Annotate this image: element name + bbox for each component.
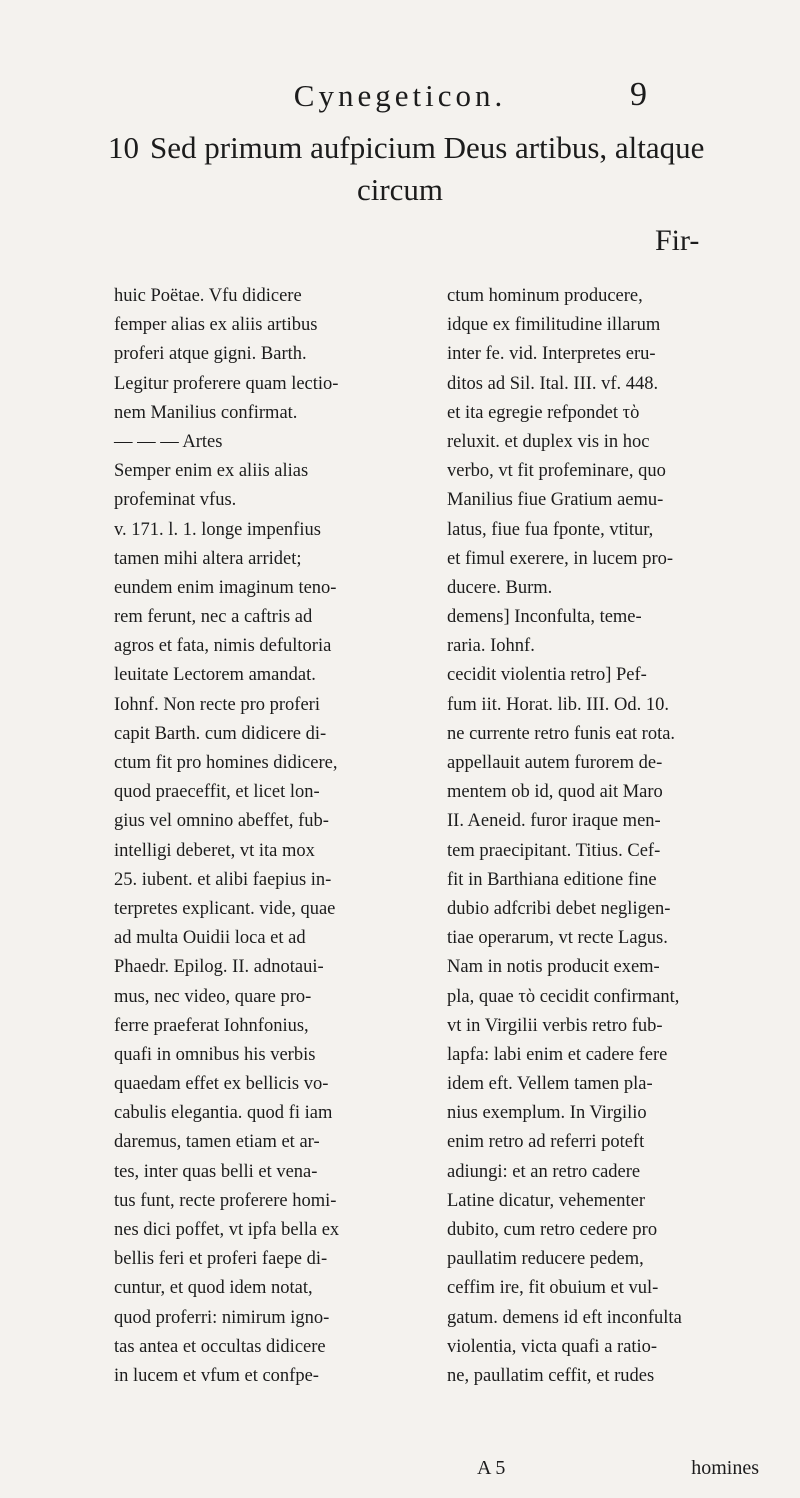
commentary-line: II. Aeneid. furor iraque men-	[447, 811, 661, 832]
commentary-line: Legitur proferere quam lectio-	[114, 373, 339, 394]
commentary-left-column	[114, 282, 426, 1391]
commentary-line: tas antea et occultas didicere	[114, 1336, 326, 1357]
commentary-line: tiae operarum, vt recte Lagus.	[447, 928, 668, 949]
commentary-line: Nam in notis producit exem-	[447, 957, 660, 978]
commentary-line: demens] Inconfulta, teme-	[447, 607, 642, 628]
commentary-line: enim retro ad referri poteft	[447, 1132, 645, 1153]
commentary-line: capit Barth. cum didicere di-	[114, 723, 327, 744]
commentary-line: quafi in omnibus his verbis	[114, 1044, 316, 1065]
commentary-line: rem ferunt, nec a caftris ad	[114, 607, 313, 628]
commentary-line: gius vel omnino abeffet, fub-	[114, 811, 329, 832]
page-number: 9	[630, 76, 647, 113]
commentary-line: daremus, tamen etiam et ar-	[114, 1132, 320, 1153]
signature-mark: A 5	[477, 1457, 506, 1479]
commentary-line: ditos ad Sil. Ital. III. vf. 448.	[447, 373, 659, 394]
verse-text: Sed primum aufpicium Deus artibus, altaque	[150, 130, 705, 165]
commentary-line: v. 171. l. 1. longe impenfius	[114, 519, 321, 540]
commentary-line: adiungi: et an retro cadere	[447, 1161, 641, 1182]
commentary-right-column	[447, 282, 759, 1391]
commentary-line: verbo, vt fit profeminare, quo	[447, 461, 666, 482]
commentary-line: huic Poëtae. Vfu didicere	[114, 286, 302, 306]
commentary-line: Manilius fiue Gratium aemu-	[447, 490, 664, 511]
commentary-line: dubito, cum retro cedere pro	[447, 1220, 658, 1240]
commentary-line: Phaedr. Epilog. II. adnotaui-	[114, 957, 324, 978]
commentary-line: 25. iubent. et alibi faepius in-	[114, 869, 332, 890]
commentary-line: ceffim ire, fit obuium et vul-	[447, 1278, 659, 1299]
commentary-line: mentem ob id, quod ait Maro	[447, 782, 663, 803]
commentary-line: tus funt, recte proferere homi-	[114, 1190, 337, 1211]
commentary-line: gatum. demens id eft inconfulta	[447, 1307, 682, 1328]
commentary-line: reluxit. et duplex vis in hoc	[447, 431, 650, 452]
commentary-line: lapfa: labi enim et cadere fere	[447, 1044, 668, 1065]
commentary-line: quaedam effet ex bellicis vo-	[114, 1074, 329, 1095]
commentary-line: eundem enim imaginum teno-	[114, 577, 337, 598]
commentary-line: fit in Barthiana editione fine	[447, 869, 657, 890]
commentary-line: ctum hominum producere,	[447, 286, 643, 306]
commentary-line: cecidit violentia retro] Pef-	[447, 665, 647, 686]
commentary-line: proferi atque gigni. Barth.	[114, 344, 307, 365]
commentary-line: idem eft. Vellem tamen pla-	[447, 1074, 653, 1095]
commentary-line: vt in Virgilii verbis retro fub-	[447, 1015, 663, 1036]
commentary-line: profeminat vfus.	[114, 490, 237, 511]
commentary-line: tamen mihi altera arridet;	[114, 548, 302, 569]
commentary-line: cuntur, et quod idem notat,	[114, 1278, 313, 1299]
commentary-line: appellauit autem furorem de-	[447, 753, 663, 773]
commentary-line: — — — Artes	[114, 431, 223, 452]
commentary-line: ne currente retro funis eat rota.	[447, 723, 676, 744]
commentary-line: bellis feri et proferi faepe di-	[114, 1249, 328, 1270]
commentary-line: et fimul exerere, in lucem pro-	[447, 548, 674, 569]
verse-catchword: Fir-	[655, 224, 700, 257]
commentary-line: quod praeceffit, et licet lon-	[114, 782, 320, 803]
commentary-line: nius exemplum. In Virgilio	[447, 1103, 647, 1124]
commentary-line: Iohnf. Non recte pro proferi	[114, 694, 320, 715]
commentary-line: dubio adfcribi debet negligen-	[447, 898, 671, 919]
commentary-line: et ita egregie refpondet τὸ	[447, 402, 640, 423]
commentary-line: idque ex fimilitudine illarum	[447, 315, 661, 336]
commentary-line: raria. Iohnf.	[447, 636, 535, 657]
commentary-line: Latine dicatur, vehementer	[447, 1190, 646, 1211]
commentary-line: mus, nec video, quare pro-	[114, 986, 312, 1007]
footer-catchword: homines	[691, 1457, 759, 1479]
commentary-line: ne, paullatim ceffit, et rudes	[447, 1365, 655, 1386]
verse-number: 10	[108, 130, 139, 165]
commentary-line: inter fe. vid. Interpretes eru-	[447, 344, 656, 365]
commentary-line: nes dici poffet, vt ipfa bella ex	[114, 1220, 340, 1240]
commentary-line: tem praecipitant. Titius. Cef-	[447, 840, 661, 861]
commentary-line: cabulis elegantia. quod fi iam	[114, 1103, 333, 1124]
commentary-line: ctum fit pro homines didicere,	[114, 753, 338, 773]
running-head: Cynegeticon.	[293, 78, 507, 113]
commentary-line: terpretes explicant. vide, quae	[114, 898, 336, 919]
commentary-line: ad multa Ouidii loca et ad	[114, 928, 306, 949]
verse-line	[108, 130, 768, 166]
commentary-line: in lucem et vfum et confpe-	[114, 1365, 319, 1386]
commentary-line: quod proferri: nimirum igno-	[114, 1307, 330, 1328]
commentary-line: tes, inter quas belli et vena-	[114, 1161, 318, 1182]
commentary-line: Semper enim ex aliis alias	[114, 461, 309, 482]
commentary-line: ducere. Burm.	[447, 577, 553, 598]
commentary-line: violentia, victa quafi a ratio-	[447, 1336, 658, 1357]
commentary-line: nem Manilius confirmat.	[114, 402, 298, 423]
commentary-line: agros et fata, nimis defultoria	[114, 636, 332, 657]
commentary-line: ferre praeferat Iohnfonius,	[114, 1015, 309, 1036]
commentary-line: intelligi deberet, vt ita mox	[114, 840, 315, 861]
commentary-line: fum iit. Horat. lib. III. Od. 10.	[447, 694, 669, 715]
commentary-line: leuitate Lectorem amandat.	[114, 665, 316, 686]
commentary-line: femper alias ex aliis artibus	[114, 315, 318, 336]
commentary-line: latus, fiue fua fponte, vtitur,	[447, 519, 654, 540]
commentary-line: paullatim reducere pedem,	[447, 1249, 644, 1270]
verse-continuation: circum	[356, 172, 444, 207]
commentary-line: pla, quae τὸ cecidit confirmant,	[447, 986, 680, 1007]
